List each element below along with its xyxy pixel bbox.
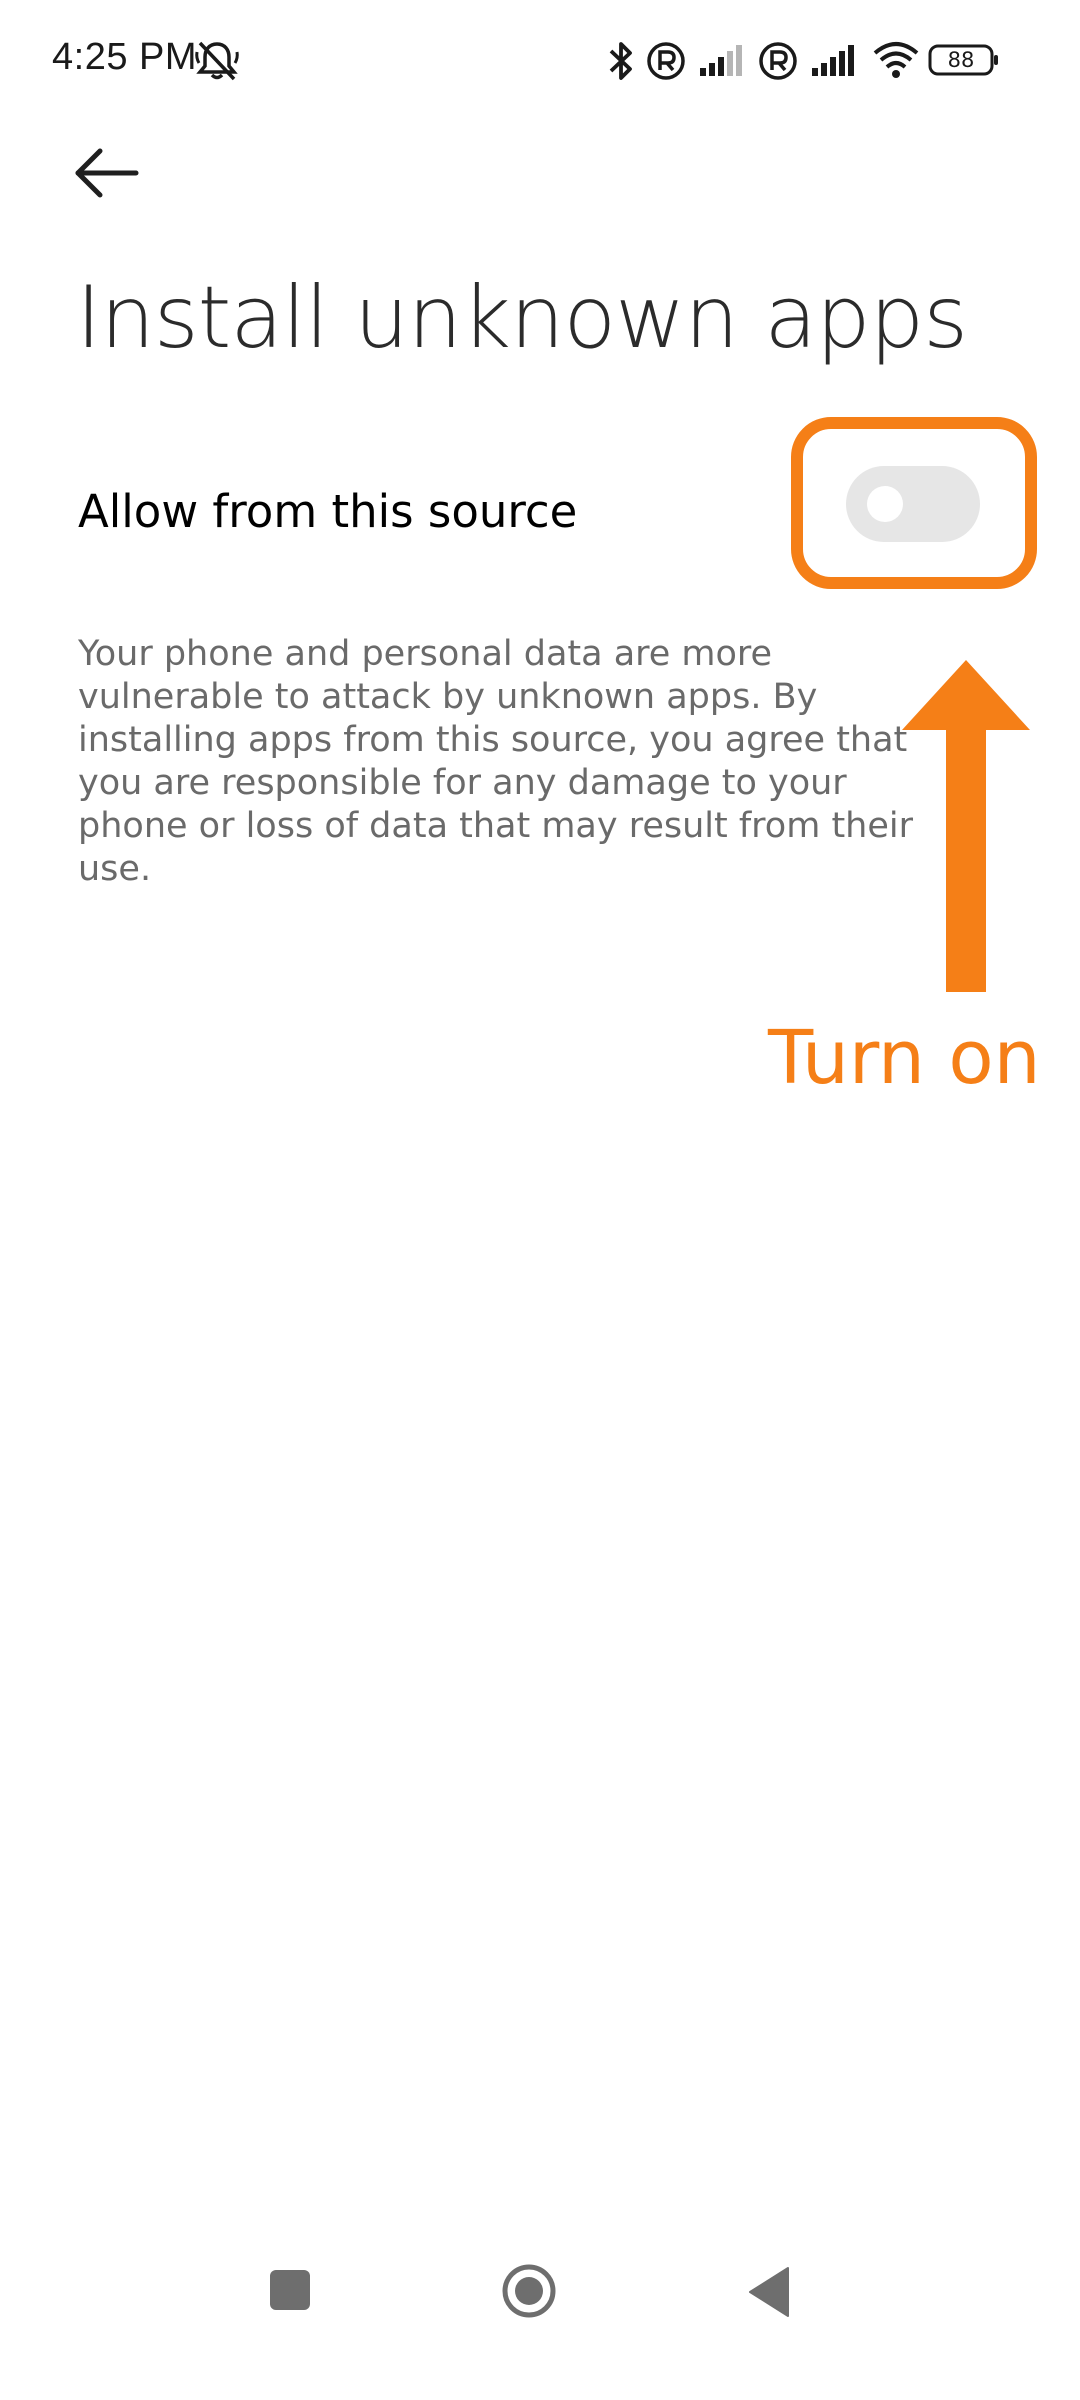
- navigation-bar: [0, 2220, 1080, 2400]
- back-button[interactable]: [68, 140, 148, 206]
- setting-description: Your phone and personal data are more vulnerable to attack by unknown apps. By installing apps from this source, you agree that you are responsible for any damage to your phone or loss of data that may result from their use.: [78, 634, 913, 889]
- recents-square-icon: [268, 2268, 312, 2312]
- signal-icon: [698, 44, 748, 81]
- battery-level: 88: [947, 48, 975, 72]
- roaming-r-icon: [758, 41, 798, 86]
- page-title: Install unknown apps: [76, 268, 968, 368]
- home-circle-icon: [500, 2262, 558, 2320]
- annotation-arrow-icon: [900, 660, 1032, 994]
- roaming-r-icon: [646, 41, 686, 86]
- signal-icon: [810, 44, 860, 81]
- bluetooth-icon: [606, 38, 636, 89]
- recents-button[interactable]: [268, 2268, 312, 2312]
- status-bar: [0, 0, 1080, 120]
- wifi-icon: [872, 40, 920, 85]
- bell-off-icon: [194, 40, 240, 87]
- home-button[interactable]: [500, 2262, 558, 2320]
- annotation-text: Turn on: [768, 1015, 1041, 1101]
- status-time: 4:25 PM: [52, 36, 198, 78]
- setting-label: Allow from this source: [78, 485, 578, 538]
- back-nav-button[interactable]: [748, 2266, 792, 2318]
- toggle-highlight-box: [791, 417, 1037, 589]
- battery-icon: [928, 43, 1000, 77]
- back-triangle-icon: [748, 2266, 792, 2318]
- arrow-left-icon: [68, 140, 148, 206]
